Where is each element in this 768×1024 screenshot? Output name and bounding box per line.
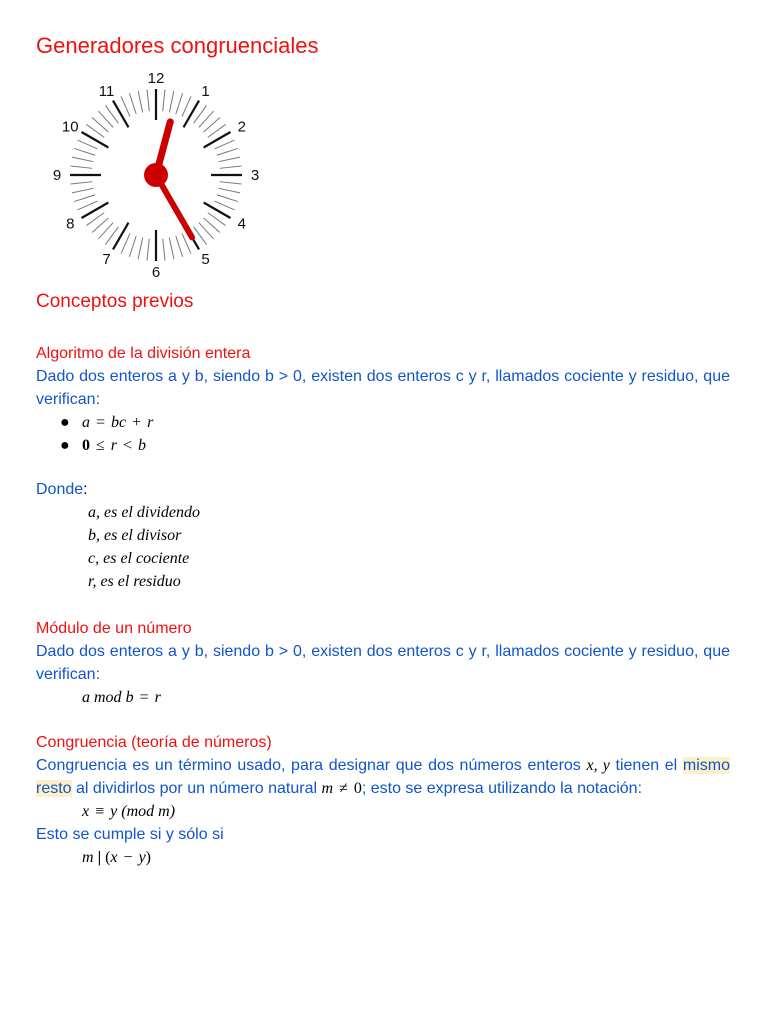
clock-tick (113, 101, 129, 128)
clock-tick (74, 148, 95, 155)
clock-numeral: 8 (66, 215, 75, 233)
clock-tick (129, 93, 136, 114)
clock-tick (219, 188, 241, 193)
highlighted-text: mismo resto (36, 757, 730, 797)
clock-tick (77, 140, 97, 149)
clock-tick (214, 201, 234, 210)
clock-tick (70, 182, 92, 184)
definition-item: b, es el divisor (88, 527, 182, 544)
division-text: Dado dos enteros a y b, siendo b > 0, existen dos enteros c y r, llamados cociente y residuo, que verifican: (36, 368, 730, 408)
clock-tick (70, 166, 92, 168)
clock-tick (129, 236, 136, 257)
bullet-icon: ● (60, 437, 70, 454)
clock-tick (169, 238, 174, 260)
definition-item: a, es el dividendo (88, 504, 200, 521)
clock-tick (220, 166, 242, 168)
clock-tick (214, 140, 234, 149)
clock-tick (82, 132, 109, 148)
list-item: ● 0 ≤ r < b (60, 434, 730, 457)
modulo-formula: a mod b = r (82, 689, 161, 706)
division-conditions (36, 411, 730, 457)
clock-numeral: 2 (237, 118, 246, 136)
congruence-iff-text: Esto se cumple si y sólo si (36, 826, 224, 843)
clock-tick (121, 96, 130, 116)
clock-tick (220, 182, 242, 184)
clock-tick (184, 101, 200, 128)
list-item: ● a = bc + r (60, 411, 730, 434)
definition-item: c, es el cociente (88, 550, 190, 567)
clock-tick (217, 148, 238, 155)
clock-tick (147, 89, 149, 111)
clock-tick (176, 93, 183, 114)
congruence-section (36, 731, 730, 869)
document-title: Generadores congruenciales (36, 33, 319, 58)
clock-numeral: 7 (102, 251, 111, 268)
clock-numeral: 11 (98, 83, 115, 100)
definition-item: r, es el residuo (88, 573, 181, 590)
donde-section (36, 478, 730, 593)
clock-tick (74, 195, 95, 202)
clock-hub (144, 163, 168, 187)
divides-formula: m | (x − y) (82, 849, 151, 866)
clock-tick (121, 233, 130, 253)
modulo-text: Dado dos enteros a y b, siendo b > 0, existen dos enteros c y r, llamados cociente y residuo, que verifican: (36, 643, 730, 683)
clock-numeral: 12 (147, 70, 165, 87)
clock-numeral: 5 (201, 251, 210, 268)
congruence-formula: x ≡ y (mod m) (82, 803, 176, 820)
donde-definitions (36, 501, 730, 593)
clock-numeral: 10 (61, 118, 79, 136)
clock-tick (182, 96, 191, 116)
prior-concepts-heading: Conceptos previos (36, 291, 194, 312)
division-section (36, 342, 730, 457)
clock-tick (169, 91, 174, 113)
clock-numeral: 6 (151, 264, 161, 280)
clock-tick (204, 203, 231, 219)
congruence-text: Congruencia es un término usado, para designar que dos números enteros x, y tienen el mismo resto al dividirlos por un número natural m ≠ 0; esto se expresa utilizando la notación: (36, 757, 730, 797)
modulo-heading: Módulo de un número (36, 620, 192, 637)
clock-numeral: 3 (250, 167, 260, 184)
clock-tick (163, 239, 165, 261)
clock-tick (82, 203, 109, 219)
clock-numeral: 1 (201, 83, 210, 100)
clock-tick (113, 223, 129, 250)
clock-tick (163, 89, 165, 111)
clock-numeral: 4 (237, 215, 246, 233)
clock-tick (77, 201, 97, 210)
bullet-icon: ● (60, 414, 70, 431)
clock-tick (217, 195, 238, 202)
clock-icon (48, 70, 264, 280)
clock-numeral: 9 (52, 167, 62, 184)
clock-tick (219, 157, 241, 162)
clock-tick (204, 132, 231, 148)
donde-label: Donde: (36, 481, 88, 498)
clock-tick (147, 239, 149, 261)
clock-tick (72, 157, 94, 162)
congruence-heading: Congruencia (teoría de números) (36, 734, 272, 751)
clock-tick (72, 188, 94, 193)
clock-tick (138, 238, 143, 260)
clock-tick (176, 236, 183, 257)
clock-tick (138, 91, 143, 113)
modulo-section (36, 617, 730, 709)
division-heading: Algoritmo de la división entera (36, 345, 251, 362)
